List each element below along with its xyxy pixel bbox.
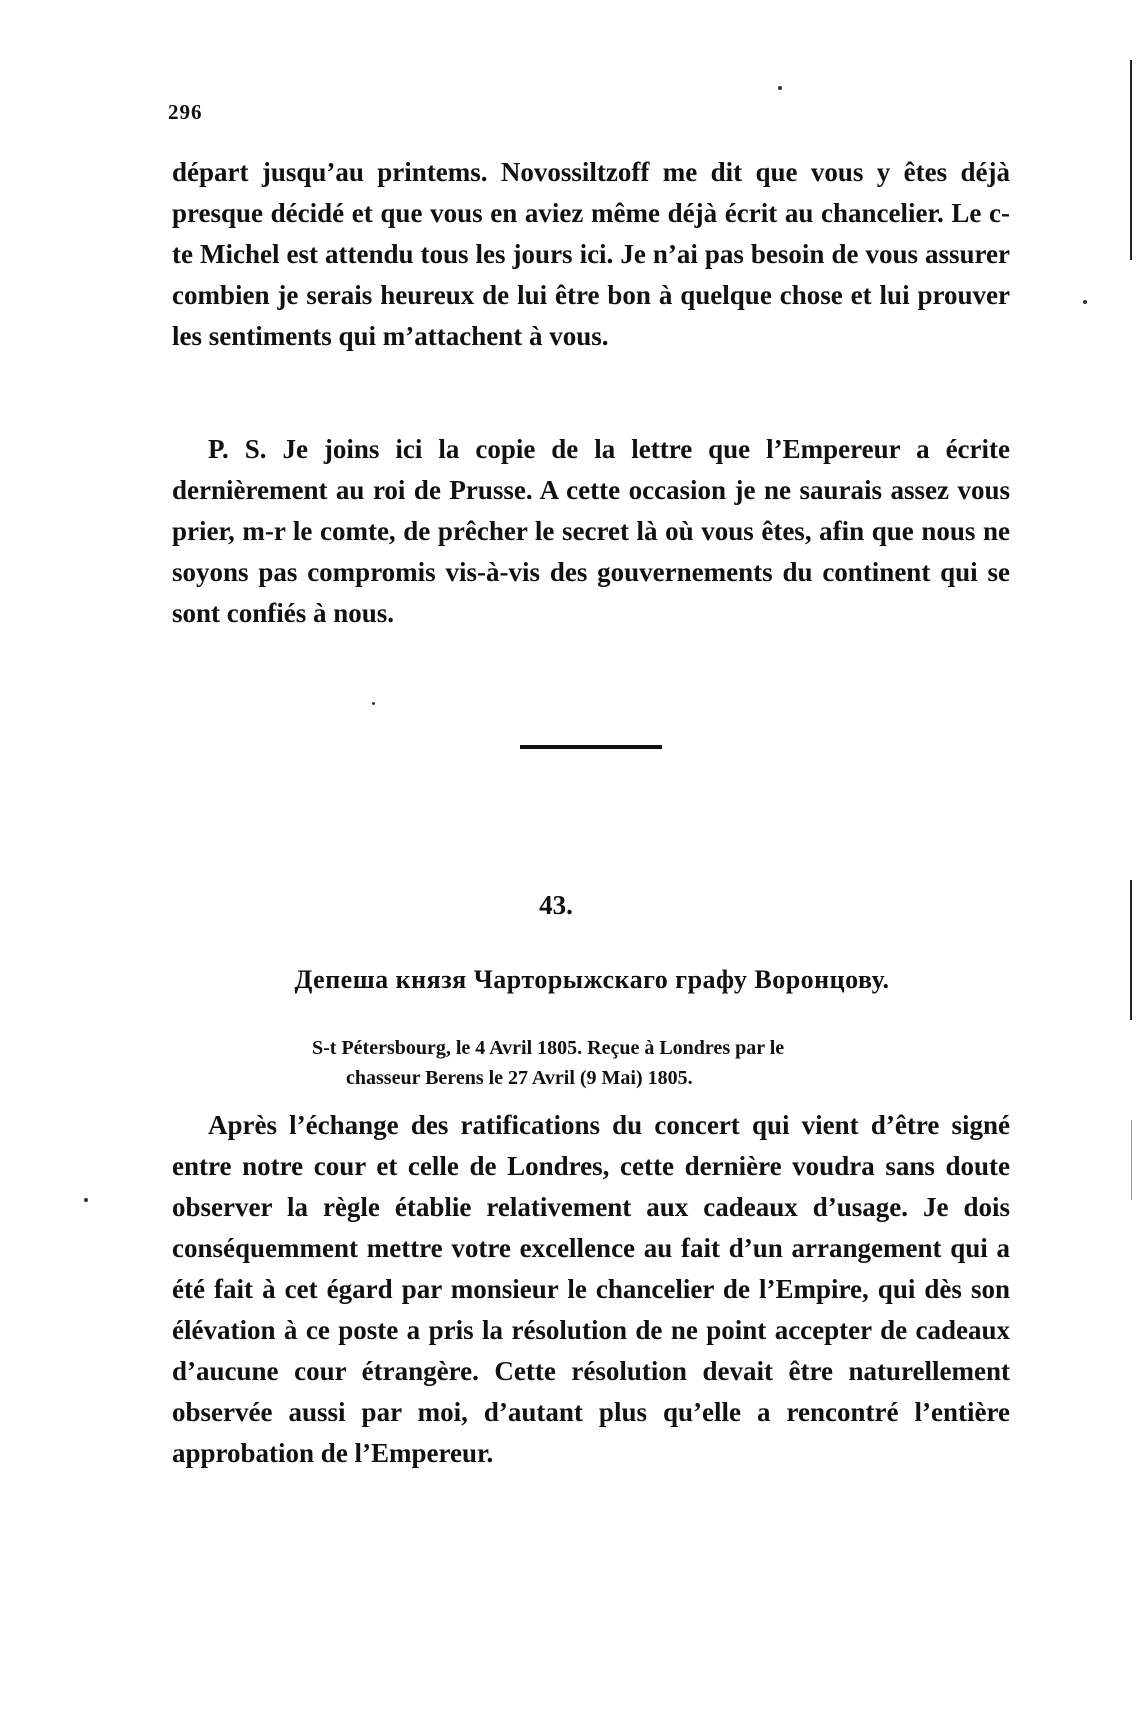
scan-edge-mark xyxy=(1131,1120,1132,1200)
scan-speck xyxy=(1083,300,1087,304)
scan-speck xyxy=(778,86,782,90)
document-number: 43. xyxy=(539,890,573,920)
letter-closing-paragraph: départ jusqu’au printems. Novossiltzoff me dit que vous y êtes déjà presque décidé et que vous en aviez même déjà écrit au chancelier. Le c-te Michel est attendu tous les jours ici. Je n’ai pas besoin de vous assurer combien je serais heureux de lui être bon à quelque chose et lui prouver les sentiments qui m’attachent à vous. xyxy=(172,157,1010,351)
document-heading: Депеша князя Чарторыжскаго графу Воронцову. xyxy=(294,965,890,994)
section-divider xyxy=(520,745,662,749)
dateline-line-2: chasseur Berens le 27 Avril (9 Mai) 1805. xyxy=(346,1067,693,1089)
page-number: 296 xyxy=(168,100,203,124)
postscript-paragraph: P. S. Je joins ici la copie de la lettre que l’Empereur a écrite dernièrement au roi de Prusse. A cette occasion je ne saurais assez vous prier, m-r le comte, de prêcher le secret là où vous êtes, afin que nous ne soyons pas compromis vis-à-vis des gouvernements du continent qui se sont confiés à nous. xyxy=(172,434,1010,628)
scan-edge-mark xyxy=(1130,60,1132,260)
scan-edge-mark xyxy=(1130,880,1132,1020)
document-body-paragraph: Après l’échange des ratifications du concert qui vient d’être signé entre notre cour et celle de Londres, cette dernière voudra sans doute observer la règle établie relativement aux cadeaux d’usage. Je dois conséquemment mettre votre excellence au fait d’un arrangement qui a été fait à cet égard par monsieur le chancelier de l’Empire, qui dès son élévation à ce poste a pris la résolution de ne point accepter de cadeaux d’aucune cour étrangère. Cette résolution devait être naturellement observée aussi par moi, d’autant plus qu’elle a rencontré l’entière approbation de l’Empereur. xyxy=(172,1110,1010,1468)
dateline-line-1: S-t Pétersbourg, le 4 Avril 1805. Reçue à Londres par le xyxy=(312,1037,785,1059)
scan-speck xyxy=(84,1198,88,1202)
scan-speck xyxy=(372,702,375,705)
dateline xyxy=(312,1033,972,1093)
